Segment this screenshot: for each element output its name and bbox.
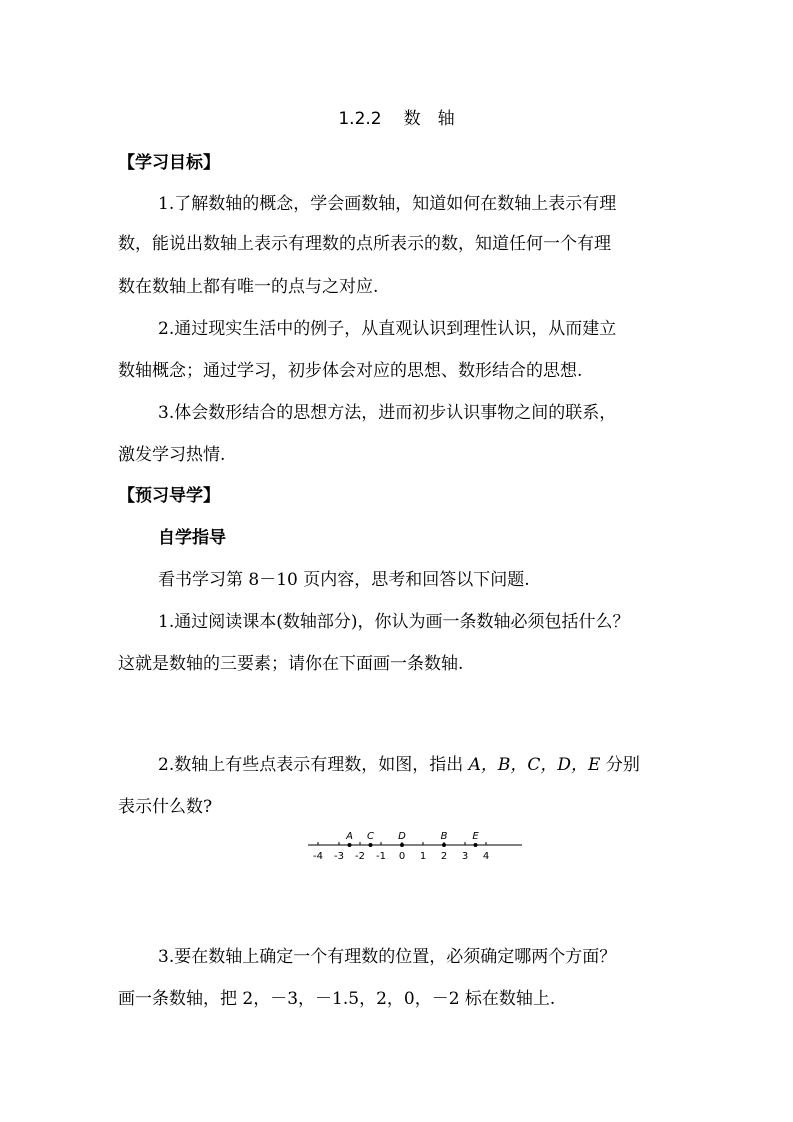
tick-label: 3 [461,851,469,862]
point-e-marker [474,843,478,847]
point-a-label: A [346,831,353,842]
goal-3-line-2: 激发学习热情. [118,445,226,465]
preview-heading: 【预习导学】 [118,486,220,506]
question-2-line-1 [158,750,640,775]
number-line-figure [300,826,530,866]
goal-3-line-1: 3.体会数形结合的思想方法，进而初步认识事物之间的联系， [158,403,617,423]
goal-2-line-2: 数轴概念；通过学习，初步体会对应的思想、数形结合的思想. [118,361,583,381]
point-b-marker [442,843,446,847]
point-a-marker [348,843,352,847]
goals-heading: 【学习目标】 [118,153,220,173]
section-name: 数 轴 [403,109,455,129]
question-2-line-2: 表示什么数? [118,797,213,817]
tick-label: -4 [313,851,323,862]
point-b-label: B [440,831,448,842]
point-c-label: C [367,831,374,842]
goal-1-line-3: 数在数轴上都有唯一的点与之对应. [118,277,379,297]
tick-label: -2 [355,851,365,862]
question-1-line-1: 1.通过阅读课本(数轴部分)，你认为画一条数轴必须包括什么？ [158,612,630,632]
tick-label: -3 [334,851,344,862]
tick-label: 1 [419,851,427,862]
point-c-marker [369,843,373,847]
question-2-text-a: 2.数轴上有些点表示有理数，如图，指出 [158,755,469,775]
tick-label: 2 [440,851,448,862]
point-d-marker [400,843,404,847]
page-title [0,104,793,129]
tick-label: -1 [376,851,386,862]
point-d-label: D [398,831,406,842]
tick-label: 0 [398,851,406,862]
question-3-line-2: 画一条数轴，把 2，－3，－1.5，2，0，－2 标在数轴上. [118,989,556,1009]
question-3-line-1: 3.要在数轴上确定一个有理数的位置，必须确定哪两个方面？ [158,947,617,967]
section-number: 1.2.2 [338,109,382,129]
intro-text: 看书学习第 8－10 页内容，思考和回答以下问题. [158,570,530,590]
goal-2-line-1: 2.通过现实生活中的例子，从直观认识到理性认识，从而建立 [158,319,617,339]
self-study-label: 自学指导 [158,528,226,548]
goal-1-line-2: 数，能说出数轴上表示有理数的点所表示的数，知道任何一个有理 [118,234,611,254]
goal-1-line-1: 1.了解数轴的概念，学会画数轴，知道如何在数轴上表示有理 [158,194,617,214]
point-e-label: E [472,831,479,842]
question-2-points: A，B，C，D，E [468,755,601,775]
question-1-line-2: 这就是数轴的三要素；请你在下面画一条数轴. [118,654,464,674]
question-2-text-b: 分别 [600,755,640,775]
tick-label: 4 [482,851,490,862]
